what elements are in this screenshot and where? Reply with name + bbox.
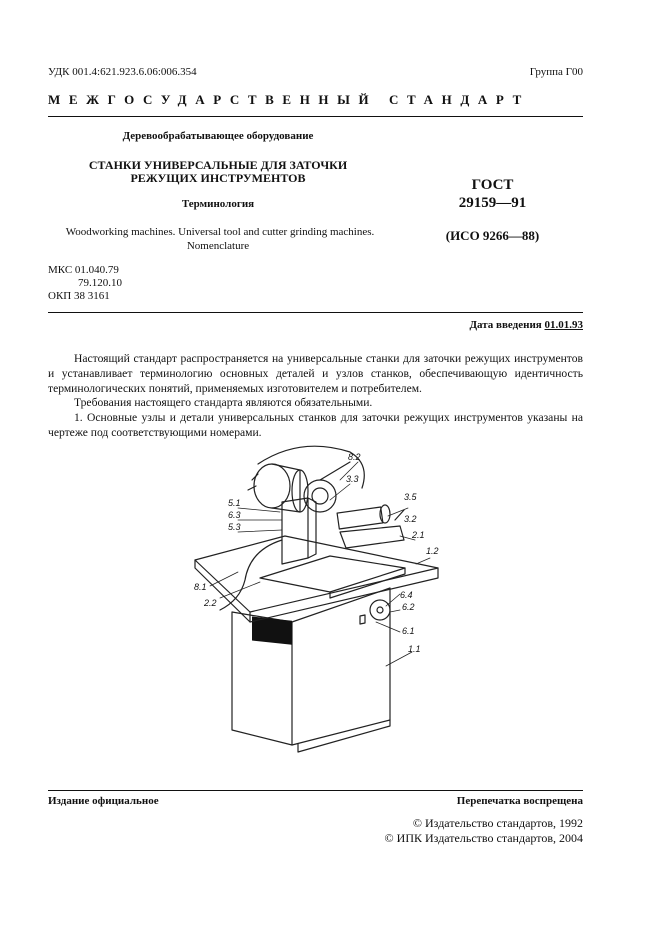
copyright [385,816,583,846]
label-6-1: 6.1 [402,626,415,636]
mks-code-2: 79.120.10 [78,277,122,289]
reprint-prohibited: Перепечатка воспрещена [456,795,583,807]
label-2-2: 2.2 [204,598,217,608]
label-2-1: 2.1 [412,530,425,540]
english-title-line1: Woodworking machines. Universal tool and cutter grinding machines. [65,226,375,238]
label-8-1: 8.1 [194,582,207,592]
udk-code: УДК 001.4:621.923.6.06:006.354 [48,66,197,78]
cabinet-side [292,588,390,745]
copyright-2004: © ИПК Издательство стандартов, 2004 [384,831,583,845]
iso-reference: (ИСО 9266—88) [445,228,540,243]
handwheel [370,600,390,620]
label-1-1: 1.1 [408,644,421,654]
gost-number: 29159—91 [458,195,527,211]
cabinet-shadow [252,617,292,645]
interstate-standard-heading: МЕЖГОСУДАРСТВЕННЫЙ СТАНДАРТ [48,92,530,107]
label-6-4: 6.4 [400,590,413,600]
paragraph-scope: Настоящий стандарт распространяется на универсальные станки для заточки режущих инструментов и устанавливает терминологию основных деталей и узлов станков, обеспечивающую идентичность терминологических понятий, применяемых изготовителем и потребителем. [48,352,583,395]
copyright-1992: © Издательство стандартов, 1992 [412,816,583,830]
label-3-2: 3.2 [404,514,417,524]
codes-rule [48,312,583,313]
okp-code: ОКП 38 3161 [48,290,110,302]
paragraph-mandatory: Требования настоящего стандарта являются обязательными. [74,396,373,410]
label-3-5: 3.5 [404,492,417,502]
label-8-2: 8.2 [348,452,361,462]
intro-date-label: Дата введения [469,319,542,331]
label-3-3: 3.3 [346,474,359,484]
motor [254,464,290,508]
introduction-date [469,319,583,331]
label-1-2: 1.2 [426,546,439,556]
body-text [48,352,583,441]
header-rule [48,116,583,117]
group-code: Группа Г00 [529,66,583,78]
grinding-wheel [304,480,336,512]
gost-label: ГОСТ [471,177,514,193]
tool-holder [337,507,383,529]
label-6-2: 6.2 [402,602,415,612]
main-title-line2: РЕЖУЩИХ ИНСТРУМЕНТОВ [130,171,306,185]
label-6-3: 6.3 [228,510,241,520]
category-title: Деревообрабатывающее оборудование [122,130,314,142]
label-5-3: 5.3 [228,522,241,532]
english-title-line2: Nomenclature [186,240,250,252]
subtitle: Терминология [181,198,255,210]
label-5-1: 5.1 [228,498,241,508]
footer-rule [48,790,583,791]
classification-codes [48,264,122,303]
mks-code-1: МКС 01.040.79 [48,264,119,276]
intro-date-value: 01.01.93 [544,319,583,331]
official-edition: Издание официальное [48,795,159,807]
paragraph-item-1: 1. Основные узлы и детали универсальных станков для заточки режущих инструментов указаны на чертеже под соответствующими номерами. [48,411,583,439]
main-title-line1: СТАНКИ УНИВЕРСАЛЬНЫЕ ДЛЯ ЗАТОЧКИ [88,158,348,172]
grinding-machine-drawing [190,440,450,760]
